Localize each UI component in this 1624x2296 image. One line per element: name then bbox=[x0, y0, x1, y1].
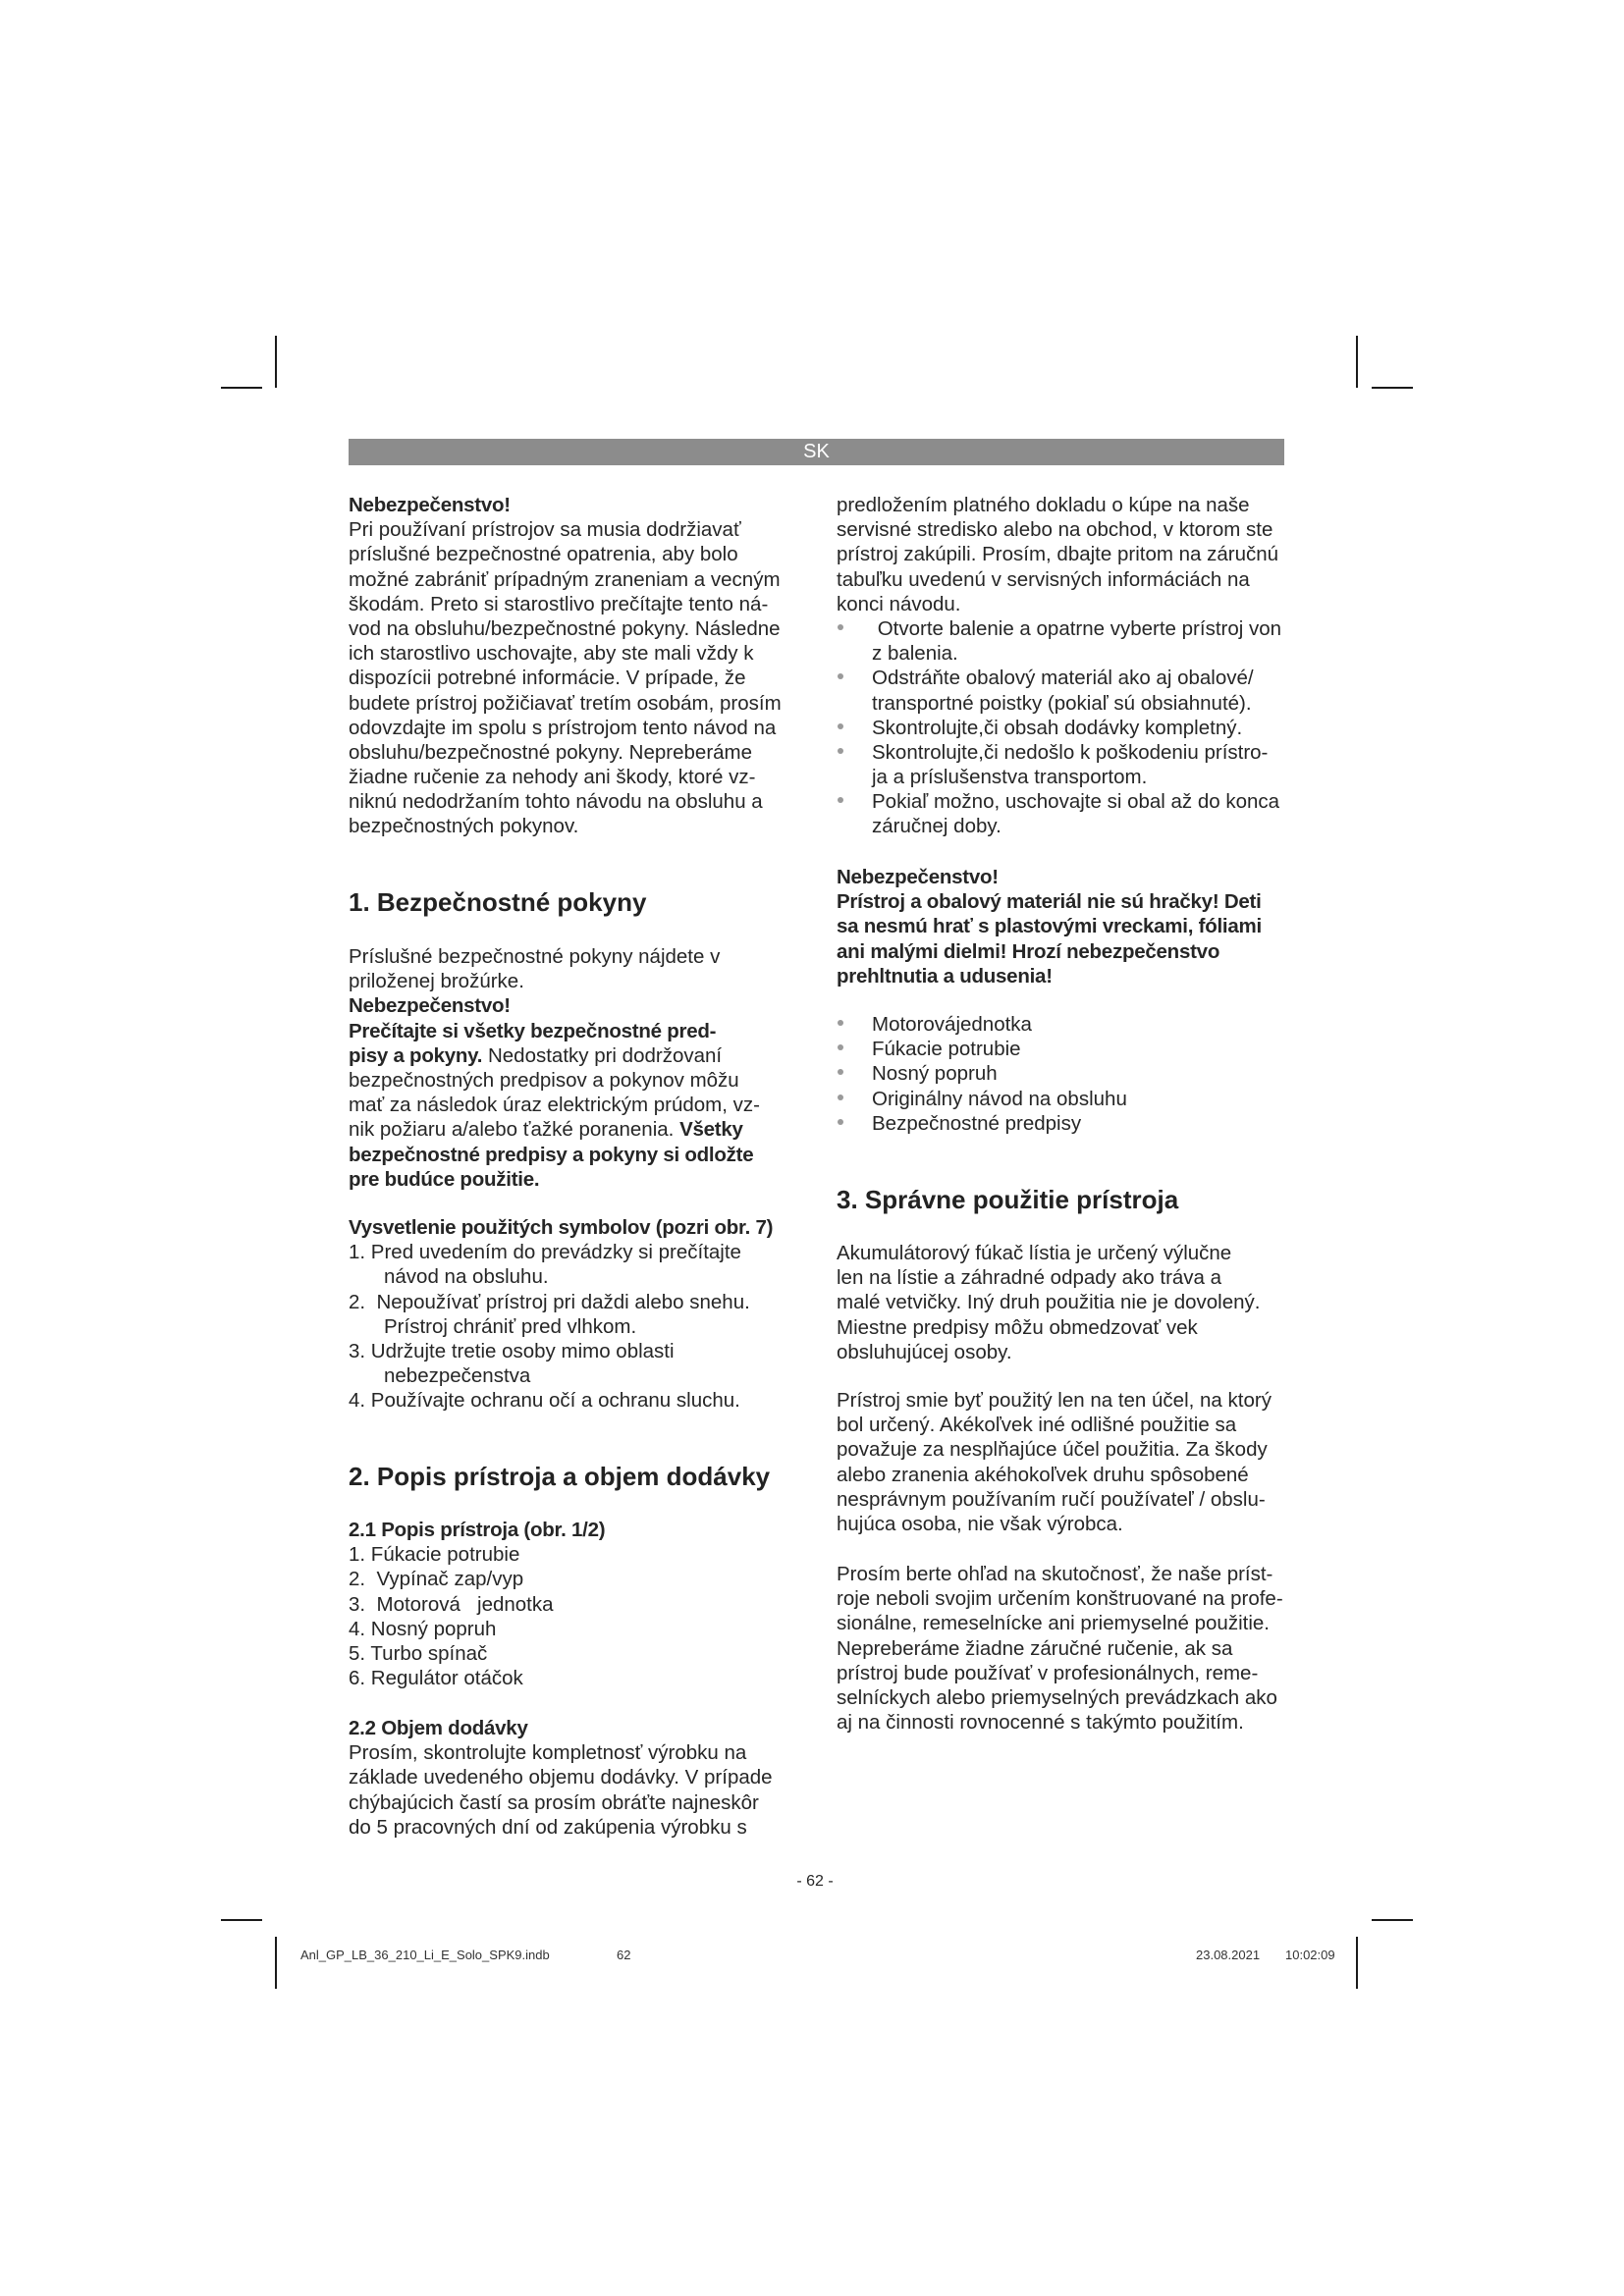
text-line bbox=[837, 1710, 1283, 1735]
bullet-list-item bbox=[837, 789, 1281, 814]
symbols-list bbox=[349, 1215, 773, 1414]
text-line bbox=[349, 517, 782, 542]
text-span: Prosím berte ohľad na skutočnosť, že naše príst- bbox=[837, 1563, 1273, 1585]
bold-text: bezpečnostné predpisy a pokyny si odložte bbox=[349, 1143, 754, 1166]
text-span: tabuľku uvedenú v servisných informáciách na bbox=[837, 567, 1250, 591]
text-line bbox=[349, 1592, 605, 1617]
text-line bbox=[349, 567, 782, 592]
bullet-list-item bbox=[837, 1037, 1127, 1061]
text-span: možné zabrániť prípadným zraneniam a vecným bbox=[349, 567, 781, 591]
text-span: bezpečnostných pokynov. bbox=[349, 815, 579, 838]
text-span: predložením platného dokladu o kúpe na naše bbox=[837, 494, 1250, 516]
text-line bbox=[837, 1611, 1283, 1635]
text-span: 4. Používajte ochranu očí a ochranu sluchu. bbox=[349, 1389, 740, 1413]
text-span: 3. Motorová jednotka bbox=[349, 1592, 554, 1616]
text-span: dispozícii potrebné informácie. V prípade, že bbox=[349, 667, 746, 690]
text-line bbox=[349, 1215, 773, 1240]
text-line bbox=[837, 493, 1281, 517]
section-2-heading: 2. Popis prístroja a objem dodávky bbox=[349, 1462, 771, 1491]
section-1-heading: 1. Bezpečnostné pokyny bbox=[349, 887, 647, 917]
text-span: servisné stredisko alebo na obchod, v ktorom ste bbox=[837, 518, 1273, 542]
text-span: Príslušné bezpečnostné pokyny nájdete v bbox=[349, 945, 721, 968]
text-line bbox=[349, 716, 782, 740]
text-line bbox=[837, 1463, 1272, 1487]
text-line bbox=[349, 1542, 605, 1567]
text-line bbox=[837, 1340, 1260, 1364]
text-line bbox=[837, 641, 1281, 666]
footer-date: 23.08.2021 bbox=[1196, 1948, 1261, 1962]
text-span: Motorovájednotka bbox=[872, 1013, 1032, 1036]
text-span: Otvorte balenie a opatrne vyberte prístroj von bbox=[872, 616, 1282, 640]
bullet-icon bbox=[838, 673, 843, 679]
text-span: konci návodu. bbox=[837, 592, 961, 615]
text-line bbox=[349, 1167, 760, 1192]
text-span: považuje za nesplňajúce účel použitia. Za škody bbox=[837, 1438, 1268, 1462]
text-line bbox=[837, 1636, 1283, 1661]
text-line bbox=[837, 1512, 1272, 1536]
text-line bbox=[349, 1567, 605, 1591]
text-line bbox=[837, 1487, 1272, 1512]
text-line bbox=[837, 1661, 1283, 1685]
text-line bbox=[837, 1685, 1283, 1710]
text-span: roje neboli svojim určením konštruované na profe- bbox=[837, 1587, 1283, 1611]
text-span: 2. Vypínač zap/vyp bbox=[349, 1568, 524, 1591]
text-span: Bezpečnostné predpisy bbox=[872, 1111, 1082, 1135]
text-span: 2. Nepoužívať prístroj pri daždi alebo snehu. bbox=[349, 1290, 750, 1313]
bullet-list-item bbox=[837, 1087, 1127, 1111]
text-line bbox=[837, 592, 1281, 616]
text-line bbox=[837, 814, 1281, 838]
device-description-list bbox=[349, 1518, 605, 1690]
bullet-list-item bbox=[837, 1111, 1127, 1136]
text-span: nesprávnym používaním ručí používateľ / obslu- bbox=[837, 1487, 1266, 1511]
bullet-icon bbox=[838, 797, 843, 803]
crop-mark bbox=[1356, 336, 1358, 388]
text-line bbox=[837, 1586, 1283, 1611]
text-line bbox=[837, 765, 1281, 789]
text-span: hujúca osoba, nie však výrobca. bbox=[837, 1512, 1123, 1535]
text-line bbox=[349, 1716, 773, 1740]
text-line bbox=[837, 691, 1281, 716]
bullet-icon bbox=[838, 1095, 843, 1100]
text-line bbox=[349, 616, 782, 641]
text-span: chýbajúcich častí sa prosím obráťte najneskôr bbox=[349, 1790, 759, 1814]
page-number: - 62 - bbox=[796, 1873, 834, 1890]
text-span: nik požiaru a/alebo ťažké poranenia. bbox=[349, 1118, 680, 1142]
text-line bbox=[349, 1388, 773, 1413]
bold-text: Vysvetlenie použitých symbolov (pozri obr. 7) bbox=[349, 1216, 774, 1239]
text-span: ich starostlivo uschovajte, aby ste mali vždy k bbox=[349, 642, 754, 666]
intended-use-paragraph-3 bbox=[837, 1562, 1283, 1735]
text-span: Nepreberáme žiadne záručné ručenie, ak sa bbox=[837, 1636, 1233, 1660]
text-span: návod na obsluhu. bbox=[384, 1265, 549, 1289]
text-span: záručnej doby. bbox=[872, 815, 1001, 838]
package-contents-list bbox=[837, 1012, 1127, 1136]
bold-text: Prečítajte si všetky bezpečnostné pred- bbox=[349, 1019, 717, 1042]
text-line bbox=[349, 1339, 773, 1363]
text-span: bezpečnostných predpisov a pokynov môžu bbox=[349, 1068, 739, 1092]
bold-text: Nebezpečenstvo! bbox=[837, 866, 999, 888]
section-3-heading: 3. Správne použitie prístroja bbox=[837, 1185, 1179, 1214]
scope-of-delivery-paragraph bbox=[349, 1716, 773, 1840]
text-span: mať za následok úraz elektrickým prúdom, vz- bbox=[349, 1094, 760, 1117]
text-span: obsluhujúcej osoby. bbox=[837, 1340, 1012, 1363]
text-span: len na lístie a záhradné odpady ako tráva a bbox=[837, 1266, 1222, 1290]
text-line bbox=[349, 1617, 605, 1641]
text-span: žiadne ručenie za nehody ani škody, ktoré vz- bbox=[349, 766, 756, 789]
text-line bbox=[349, 1518, 605, 1542]
text-line bbox=[837, 1315, 1260, 1340]
text-line bbox=[837, 964, 1262, 988]
text-line bbox=[349, 1363, 773, 1388]
text-span: z balenia. bbox=[872, 642, 958, 666]
text-line bbox=[349, 1765, 773, 1789]
bullet-list-item bbox=[837, 740, 1281, 765]
text-span: Pri používaní prístrojov sa musia dodržiavať bbox=[349, 518, 741, 542]
text-line bbox=[349, 691, 782, 716]
text-span: prístroj zakúpili. Prosím, dbajte pritom na záručnú bbox=[837, 543, 1279, 566]
text-line bbox=[349, 1790, 773, 1815]
text-span: malé vetvičky. Iný druh použitia nie je dovolený. bbox=[837, 1291, 1261, 1314]
bold-text: Prístroj a obalový materiál nie sú hračky! Deti bbox=[837, 890, 1262, 914]
bullet-icon bbox=[838, 723, 843, 729]
danger-intro-paragraph bbox=[349, 493, 782, 839]
bold-text: pre budúce použitie. bbox=[349, 1167, 540, 1191]
language-header-bar bbox=[349, 439, 1284, 465]
text-line bbox=[837, 1413, 1272, 1437]
crop-mark bbox=[1372, 1919, 1413, 1921]
text-line bbox=[349, 1240, 773, 1264]
text-line bbox=[837, 1265, 1260, 1290]
text-span: obsluhu/bezpečnostné pokyny. Nepreberáme bbox=[349, 740, 753, 764]
crop-mark bbox=[275, 1937, 277, 1989]
text-span: nebezpečenstva bbox=[384, 1364, 531, 1388]
text-line bbox=[349, 1815, 773, 1840]
crop-mark bbox=[1356, 1937, 1358, 1989]
language-label: SK bbox=[803, 441, 830, 462]
bold-text: sa nesmú hrať s plastovými vreckami, fóliami bbox=[837, 915, 1262, 938]
text-span: 3. Udržujte tretie osoby mimo oblasti bbox=[349, 1339, 675, 1362]
text-line bbox=[349, 1043, 760, 1068]
text-line bbox=[837, 1388, 1272, 1413]
text-line bbox=[349, 1019, 760, 1043]
text-span: Nosný popruh bbox=[872, 1062, 998, 1086]
text-line bbox=[349, 1290, 773, 1314]
text-span: Pokiaľ možno, uschovajte si obal až do konca bbox=[872, 790, 1280, 814]
crop-mark bbox=[1372, 387, 1413, 389]
text-line bbox=[349, 814, 782, 838]
text-line bbox=[349, 1117, 760, 1142]
text-line bbox=[837, 567, 1281, 592]
bullet-icon bbox=[838, 624, 843, 630]
bullet-icon bbox=[838, 1119, 843, 1125]
text-span: Odstráňte obalový materiál ako aj obalové/ bbox=[872, 667, 1254, 690]
text-line bbox=[837, 542, 1281, 566]
bold-text: ani malými dielmi! Hrozí nebezpečenstvo bbox=[837, 939, 1220, 963]
text-span: vod na obsluhu/bezpečnostné pokyny. Následne bbox=[349, 616, 781, 640]
text-span: Akumulátorový fúkač lístia je určený výlučne bbox=[837, 1242, 1232, 1264]
text-span: selníckych alebo priemyselných prevádzkach ako bbox=[837, 1685, 1277, 1709]
text-span: Prístroj chrániť pred vlhkom. bbox=[384, 1314, 637, 1338]
text-span: do 5 pracovných dní od zakúpenia výrobku s bbox=[349, 1815, 747, 1839]
bullet-list-item bbox=[837, 666, 1281, 690]
text-line bbox=[349, 641, 782, 666]
text-span: odovzdajte im spolu s prístrojom tento návod na bbox=[349, 716, 777, 739]
text-line bbox=[349, 1143, 760, 1167]
bullet-list-item bbox=[837, 1061, 1127, 1086]
text-line bbox=[837, 914, 1262, 938]
text-line bbox=[349, 789, 782, 814]
crop-mark bbox=[221, 387, 262, 389]
intended-use-paragraph-1 bbox=[837, 1241, 1260, 1364]
text-span: alebo zranenia akéhokoľvek druhu spôsobené bbox=[837, 1463, 1249, 1486]
text-span: Originálny návod na obsluhu bbox=[872, 1087, 1127, 1110]
text-line bbox=[349, 592, 782, 616]
bullet-icon bbox=[838, 748, 843, 754]
text-span: 5. Turbo spínač bbox=[349, 1641, 488, 1665]
bold-text: pisy a pokyny. bbox=[349, 1043, 483, 1067]
text-span: 1. Fúkacie potrubie bbox=[349, 1543, 520, 1567]
safety-notes-paragraph bbox=[349, 944, 760, 1192]
text-line bbox=[837, 517, 1281, 542]
text-span: Fúkacie potrubie bbox=[872, 1038, 1021, 1061]
text-span: 4. Nosný popruh bbox=[349, 1617, 497, 1640]
text-span: 6. Regulátor otáčok bbox=[349, 1667, 523, 1690]
text-span: sionálne, remeselnícke ani priemyselné použitie. bbox=[837, 1612, 1270, 1635]
text-line bbox=[837, 889, 1262, 914]
text-span: škodám. Preto si starostlivo prečítajte tento ná- bbox=[349, 592, 769, 615]
text-line bbox=[349, 493, 782, 517]
bold-text: prehltnutia a udusenia! bbox=[837, 964, 1053, 988]
bold-text: Nebezpečenstvo! bbox=[349, 494, 511, 516]
text-span: Prístroj smie byť použitý len na ten účel, na ktorý bbox=[837, 1389, 1272, 1412]
text-line bbox=[349, 993, 760, 1018]
text-line bbox=[349, 1068, 760, 1093]
text-line bbox=[349, 1264, 773, 1289]
bullet-list-item bbox=[837, 616, 1281, 641]
text-line bbox=[349, 765, 782, 789]
text-line bbox=[349, 740, 782, 765]
text-span: aj na činnosti rovnocenné s takýmto použitím. bbox=[837, 1711, 1244, 1735]
text-line bbox=[837, 1290, 1260, 1314]
text-line bbox=[349, 1093, 760, 1117]
text-line bbox=[349, 1666, 605, 1690]
crop-mark bbox=[221, 1919, 262, 1921]
text-span: Skontrolujte,či obsah dodávky kompletný. bbox=[872, 716, 1243, 739]
text-span: Skontrolujte,či nedošlo k poškodeniu prístro- bbox=[872, 740, 1269, 764]
delivery-continued-paragraph bbox=[837, 493, 1281, 839]
text-line bbox=[349, 944, 760, 969]
text-line bbox=[349, 666, 782, 690]
text-span: bol určený. Akékoľvek iné odlišné použitie sa bbox=[837, 1414, 1237, 1437]
footer-file-page: 62 bbox=[617, 1948, 631, 1962]
footer-time: 10:02:09 bbox=[1285, 1948, 1335, 1962]
text-line bbox=[837, 1241, 1260, 1265]
text-line bbox=[349, 1314, 773, 1339]
text-span: príslušné bezpečnostné opatrenia, aby bolo bbox=[349, 543, 738, 566]
text-span: Prosím, skontrolujte kompletnosť výrobku na bbox=[349, 1741, 747, 1765]
bullet-list-item bbox=[837, 716, 1281, 740]
footer-file-name: Anl_GP_LB_36_210_Li_E_Solo_SPK9.indb bbox=[300, 1948, 550, 1962]
text-line bbox=[837, 1562, 1283, 1586]
text-line bbox=[837, 865, 1262, 889]
text-span: priloženej brožúrke. bbox=[349, 970, 524, 993]
text-span: 1. Pred uvedením do prevádzky si prečítajte bbox=[349, 1241, 741, 1264]
text-line bbox=[349, 969, 760, 993]
text-span: transportné poistky (pokiaľ sú obsiahnuté). bbox=[872, 691, 1252, 715]
bold-text: Nebezpečenstvo! bbox=[349, 994, 511, 1018]
packaging-danger-paragraph bbox=[837, 865, 1262, 988]
bold-text: 2.2 Objem dodávky bbox=[349, 1717, 528, 1739]
bold-text: Všetky bbox=[679, 1118, 743, 1142]
bullet-icon bbox=[838, 1020, 843, 1026]
text-line bbox=[349, 1641, 605, 1666]
bold-text: 2.1 Popis prístroja (obr. 1/2) bbox=[349, 1519, 606, 1541]
bullet-list-item bbox=[837, 1012, 1127, 1037]
intended-use-paragraph-2 bbox=[837, 1388, 1272, 1536]
bullet-icon bbox=[838, 1069, 843, 1075]
text-line bbox=[349, 1740, 773, 1765]
text-span: niknú nedodržaním tohto návodu na obsluhu a bbox=[349, 790, 763, 814]
text-line bbox=[349, 542, 782, 566]
text-line bbox=[837, 1437, 1272, 1462]
text-span: prístroj bude používať v profesionálnych, reme- bbox=[837, 1661, 1259, 1684]
text-span: budete prístroj požičiavať tretím osobám, prosím bbox=[349, 691, 782, 715]
bullet-icon bbox=[838, 1044, 843, 1050]
crop-mark bbox=[275, 336, 277, 388]
text-span: Miestne predpisy môžu obmedzovať vek bbox=[837, 1315, 1198, 1339]
text-span: základe uvedeného objemu dodávky. V prípade bbox=[349, 1766, 773, 1789]
text-line bbox=[837, 939, 1262, 964]
text-span: ja a príslušenstva transportom. bbox=[872, 766, 1148, 789]
text-span: Nedostatky pri dodržovaní bbox=[482, 1043, 723, 1067]
